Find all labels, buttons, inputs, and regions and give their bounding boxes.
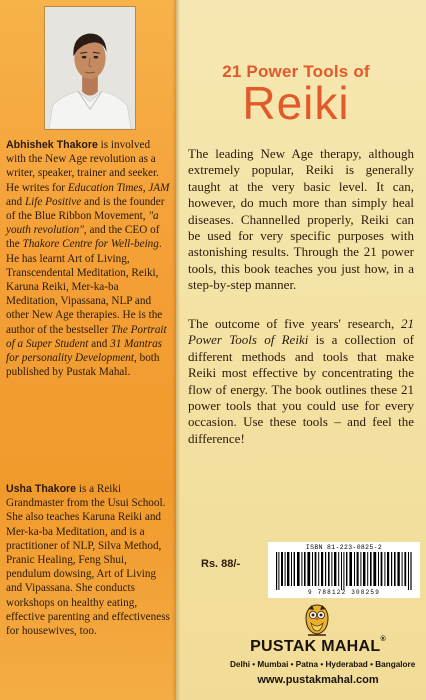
owl-logo-icon	[302, 603, 332, 637]
author-photo	[44, 6, 136, 130]
barcode-bars	[272, 552, 416, 590]
bio-text: and is the founder of the Blue Ribbon Movement,	[6, 195, 165, 223]
publication-name: JAM	[148, 181, 170, 194]
bio-text: , both published by Pustak Mahal.	[6, 352, 160, 379]
isbn-barcode	[268, 542, 420, 598]
bio-text: and	[6, 195, 25, 208]
author-name-usha: Usha Thakore	[6, 483, 77, 495]
price-label: Rs. 88/-	[201, 558, 241, 570]
author-portrait-image	[45, 7, 135, 129]
author-name-abhishek: Abhishek Thakore	[6, 139, 98, 151]
book-title: The Portrait of a Super Student	[6, 323, 167, 350]
author-bio-usha	[6, 482, 170, 638]
blurb-text: The outcome of five years' research,	[188, 316, 401, 331]
publisher-cities: Delhi • Mumbai • Patna • Hyderabad • Bangalore	[230, 660, 416, 669]
bio-text: . He has learnt Art of Living, Transcendental Meditation, Reiki, Karuna Reiki, Mer-ka-ba Meditation, Vipassana, NLP and other New Age therapies. He is the author of the bestseller	[6, 238, 163, 336]
book-title-inline: 21 Power Tools of Reiki	[188, 316, 414, 348]
publisher-name-text: PUSTAK MAHAL	[250, 638, 381, 655]
bio-text: is a Reiki Grandmaster from the Usui School. She also teaches Karuna Reiki and Mer-ka-ba Meditation, and is a practitioner of NLP, Silva Method, Pranic Healing, Feng Shui, pendulum dowsing, Art of Living and Vipassana. She conducts workshops on healthy eating, effective parenting and effectiveness for housewives, too.	[6, 483, 170, 638]
blurb-paragraph-1: The leading New Age therapy, although extremely popular, Reiki is generally taught at the very basic level. It can, however, do much more than simply heal diseases. Channelled properly, Reiki can be used for very specific purposes with astonishing results. Through the 21 power tools, this book teaches you just how, in a step-by-step manner.	[188, 146, 414, 293]
registered-mark: ®	[380, 636, 386, 643]
book-title-main: Reiki	[242, 77, 350, 129]
book-title: 31 Mantras for personality Development	[6, 337, 163, 365]
publication-name: Education Times	[67, 181, 143, 194]
author-bio-abhishek	[6, 138, 170, 379]
blurb-paragraph-2	[188, 316, 414, 447]
blurb-text: is a collection of different methods and tools that make Reiki most effective by concentrating the flow of energy. The book outlines these 21 power tools that you could use for every occasion. Use these tools – and feel the difference!	[188, 332, 414, 446]
publisher-name	[240, 638, 396, 656]
centre-name: Thakore Centre for Well-being	[22, 238, 159, 251]
bio-text: , and the CEO of the	[6, 224, 160, 251]
bio-text: is involved with the New Age revolution as a writer, speaker, trainer and seeker. He writes for	[6, 139, 159, 194]
book-title-line-1: 21 Power Tools of	[222, 62, 370, 81]
bio-text: ,	[142, 181, 149, 194]
spine-shadow	[172, 0, 180, 700]
isbn-number: ISBN 81-223-0825-2	[305, 544, 383, 551]
publication-name: Life Positive	[24, 195, 82, 208]
barcode-digits: 9 788122 308259	[307, 589, 380, 596]
bio-text: and	[88, 337, 111, 350]
movement-tagline: "a youth revolution"	[6, 210, 159, 237]
publisher-website: www.pustakmahal.com	[257, 674, 379, 686]
